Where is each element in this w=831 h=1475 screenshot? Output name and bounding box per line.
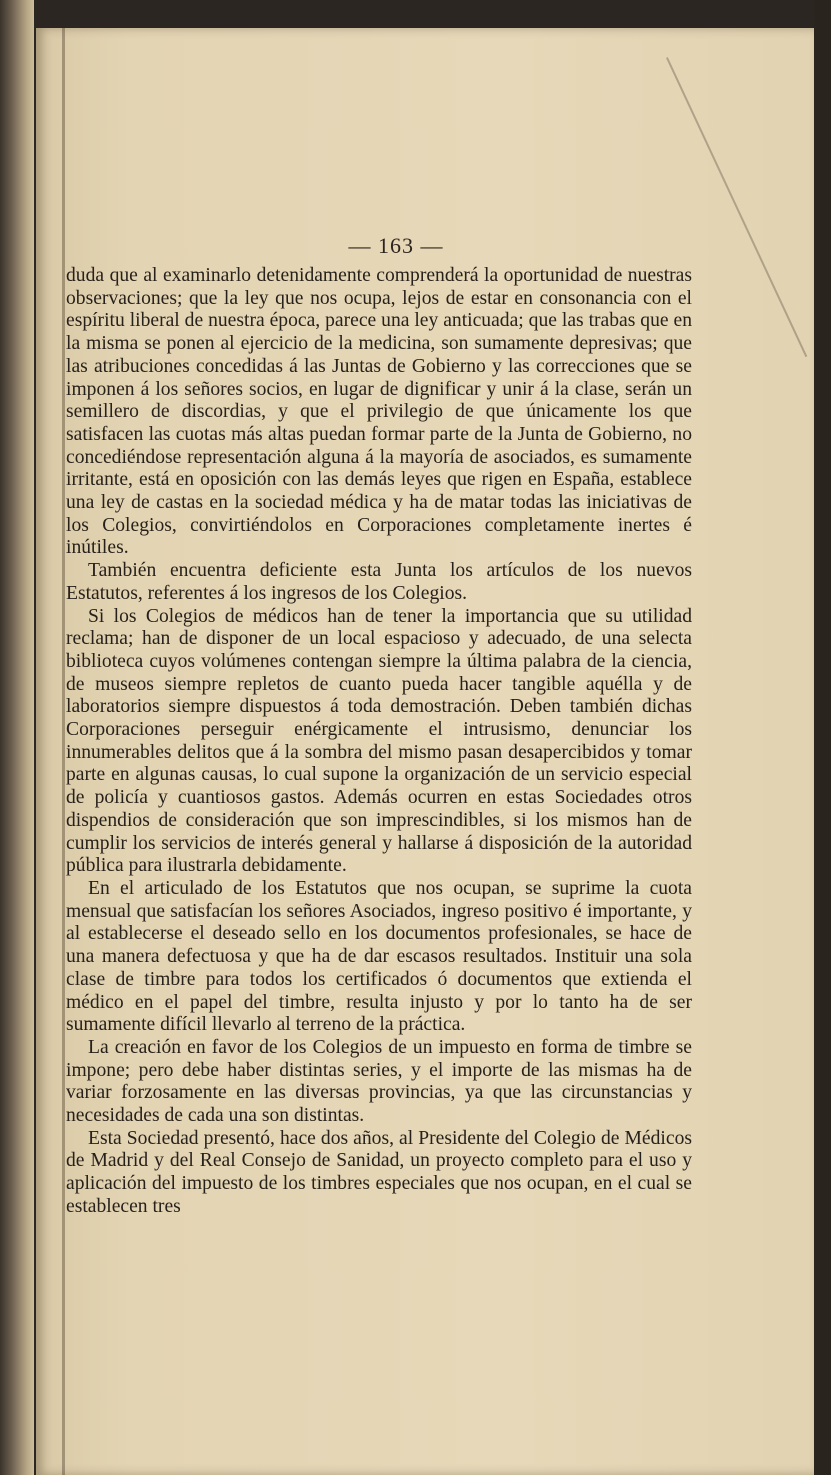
paragraph-4: En el articulado de los Estatutos que nos ocupan, se suprime la cuota mensual que satisfacían los señores Asociados, ingreso positivo é importante, y al establecerse el deseado sello en los documentos profesionales, se hace de una manera defectuosa y que ha de dar escasos resultados. Instituir una sola clase de timbre para todos los certificados ó documentos que extienda el médico en el papel del timbre, resulta injusto y por lo tanto ha de ser sumamente difícil llevarlo al terreno de la práctica. bbox=[66, 877, 692, 1036]
book-page bbox=[36, 28, 814, 1475]
page-number: — 163 — bbox=[348, 233, 444, 258]
paragraph-2: También encuentra deficiente esta Junta los artículos de los nuevos Estatutos, referentes á los ingresos de los Colegios. bbox=[66, 560, 692, 604]
paragraph-5: La creación en favor de los Colegios de un impuesto en forma de timbre se impone; pero debe haber distintas series, y el importe de las mismas ha de variar forzosamente en las diversas provincias, ya que las circunstancias y necesidades de cada una son distintas. bbox=[66, 1036, 692, 1127]
paragraph-6: Esta Sociedad presentó, hace dos años, al Presidente del Colegio de Médicos de Madrid y del Real Consejo de Sanidad, un proyecto completo para el uso y aplicación del impuesto de los timbres especiales que nos ocupan, en el cual se establecen tres bbox=[66, 1127, 692, 1217]
scan-background-edge bbox=[814, 0, 831, 1475]
body-text bbox=[66, 265, 692, 1219]
paragraph-3: Si los Colegios de médicos han de tener la importancia que su utilidad reclama; han de disponer de un local espacioso y adecuado, de una selecta biblioteca cuyos volúmenes contengan siempre la última palabra de la ciencia, de museos siempre repletos de cuanto pueda hacer tangible aquélla y de laboratorios siempre dispuestos á toda demostración. Deben también dichas Corporaciones perseguir enérgicamente el intrusismo, denunciar los innumerables delitos que á la sombra del mismo pasan desapercibidos y tomar parte en algunas causas, lo cual supone la organización de un servicio especial de policía y cuantiosos gastos. Además ocurren en estas Sociedades otros dispendios de consideración que son imprescindibles, si los mismos han de cumplir los servicios de interés general y hallarse á disposición de la autoridad pública para ilustrarla debidamente. bbox=[66, 605, 692, 877]
binding-crease bbox=[62, 28, 65, 1475]
facing-page-edge bbox=[0, 0, 34, 1475]
paragraph-1: duda que al examinarlo detenidamente comprenderá la oportunidad de nuestras observaciones; que la ley que nos ocupa, lejos de estar en consonancia con el espíritu liberal de nuestra época, parece una ley anticuada; que las trabas que en la misma se ponen al ejercicio de la medicina, son sumamente depresivas; que las atribuciones concedidas á las Juntas de Gobierno y las correcciones que se imponen á los señores socios, en lugar de dignificar y unir á la clase, serán un semillero de discordias, y que el privilegio de que únicamente los que satisfacen las cuotas más altas puedan formar parte de la Junta de Gobierno, no concediéndose representación alguna á la mayoría de asociados, es sumamente irritante, está en oposición con las demás leyes que rigen en España, establece una ley de castas en la sociedad médica y ha de matar todas las iniciativas de los Colegios, convirtiéndolos en Corporaciones completamente inertes é inútiles. bbox=[66, 265, 692, 559]
